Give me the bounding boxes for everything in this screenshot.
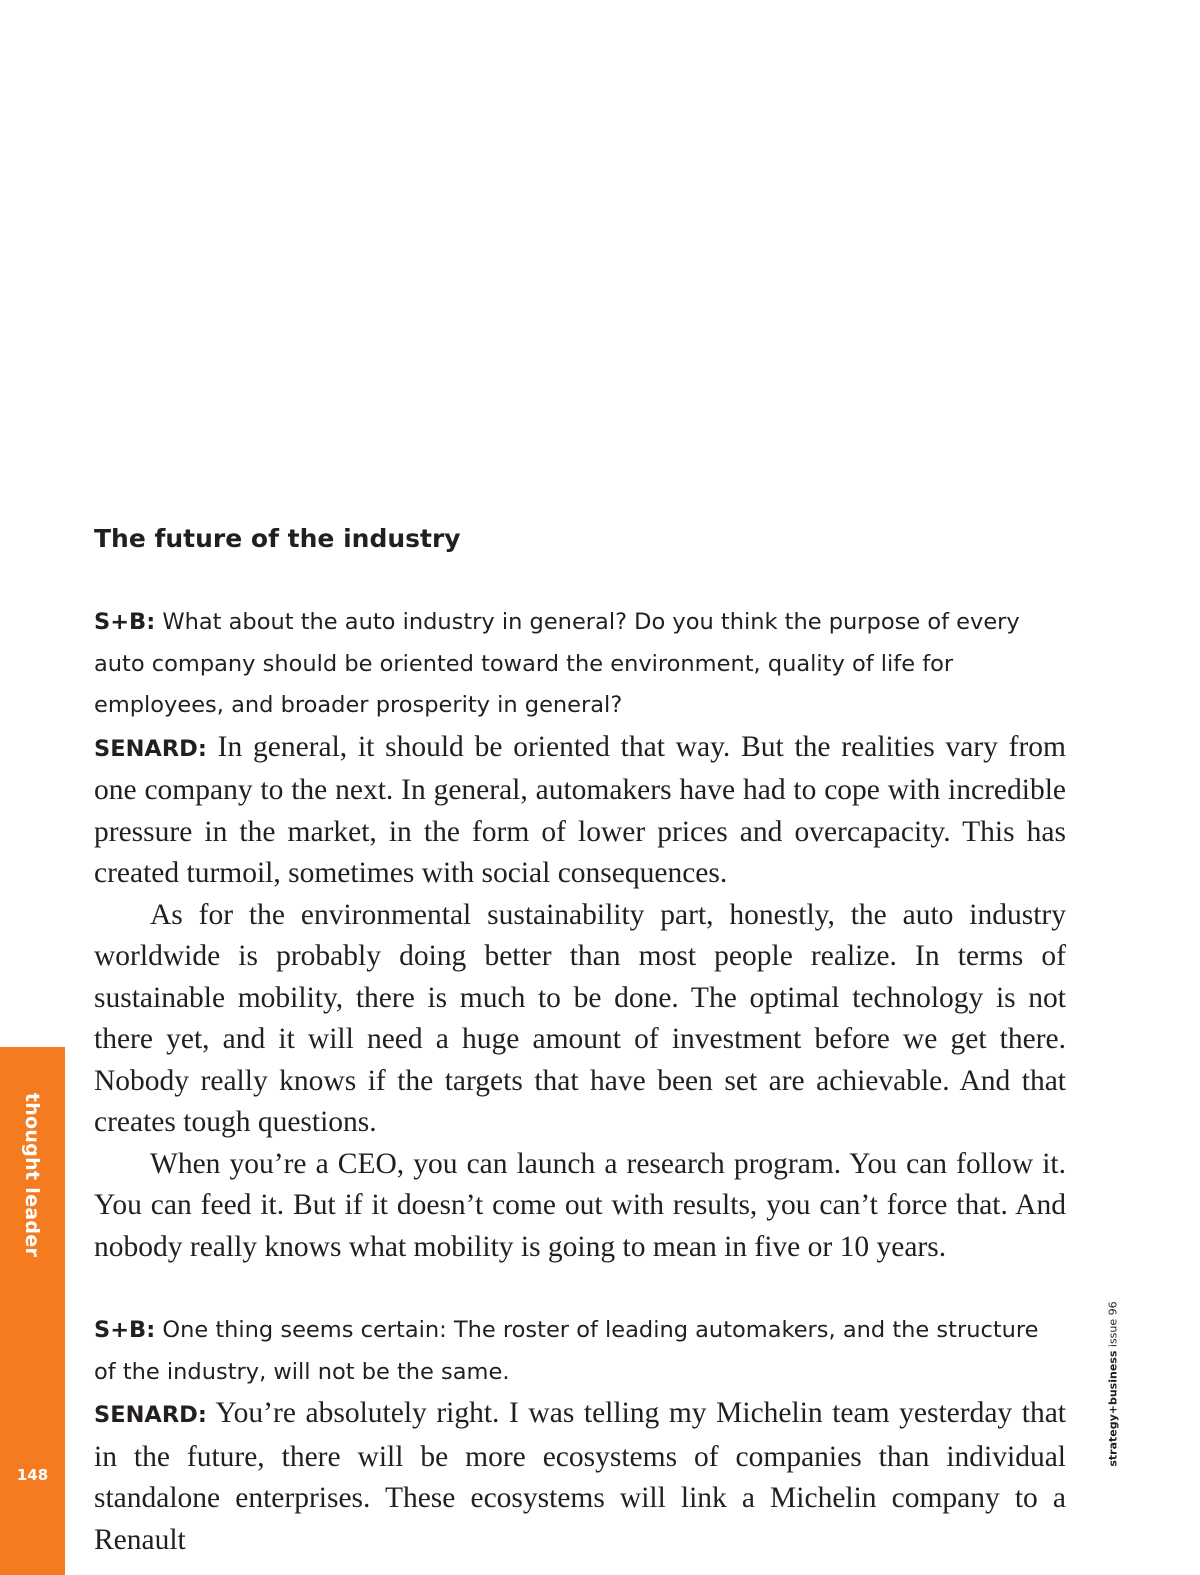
- qa-block-2: [94, 1310, 1066, 1561]
- question: [94, 1310, 1066, 1393]
- running-foot: [1107, 1301, 1120, 1466]
- article-body: [94, 519, 1066, 1561]
- answer-label: SENARD:: [94, 1402, 207, 1428]
- answer-text: You’re absolutely right. I was telling my Michelin team yesterday that in the future, there will be more ecosystems of companies than individual standalone enterprises. These ecosystems will link a Michelin company to a Renault: [94, 1397, 1066, 1556]
- answer-text: In general, it should be oriented that way. But the realities vary from one company to the next. In general, automakers have had to cope with incredible pressure in the market, in the form of lower prices and overcapacity. This has created turmoil, sometimes with social consequences.: [94, 730, 1067, 889]
- answer-paragraph: [94, 727, 1066, 895]
- question-label: S+B:: [94, 609, 156, 635]
- answer-label: SENARD:: [94, 735, 207, 762]
- question: [94, 602, 1066, 727]
- question-text: One thing seems certain: The roster of leading automakers, and the structure of the industry, will not be the same.: [94, 1317, 1039, 1385]
- answer-paragraph: As for the environmental sustainability part, honestly, the auto industry worldwide is probably doing better than most people realize. In terms of sustainable mobility, there is much to be done. The optimal technology is not there yet, and it will need a huge amount of investment before we get there. Nobody really knows if the targets that have been set are achievable. And that creates tough questions.: [94, 898, 1066, 1138]
- answer-paragraph: [94, 1393, 1066, 1561]
- section-label: thought leader: [21, 1092, 43, 1258]
- qa-block-1: [94, 602, 1066, 1268]
- section-heading: The future of the industry: [94, 524, 461, 553]
- publication-name: strategy+business: [1106, 1350, 1120, 1467]
- answer-paragraph: When you’re a CEO, you can launch a research program. You can follow it. You can feed it. But if it doesn’t come out with results, you can’t force that. And nobody really knows what mobility is going to mean in five or 10 years.: [94, 1147, 1066, 1263]
- page-number: 148: [16, 1466, 49, 1484]
- question-label: S+B:: [94, 1317, 156, 1343]
- qa-spacer: [94, 1268, 1066, 1310]
- question-text: What about the auto industry in general? Do you think the purpose of every auto company should be oriented toward the environment, quality of life for employees, and broader prosperity in general?: [94, 609, 1020, 718]
- issue-number: issue 96: [1106, 1301, 1120, 1348]
